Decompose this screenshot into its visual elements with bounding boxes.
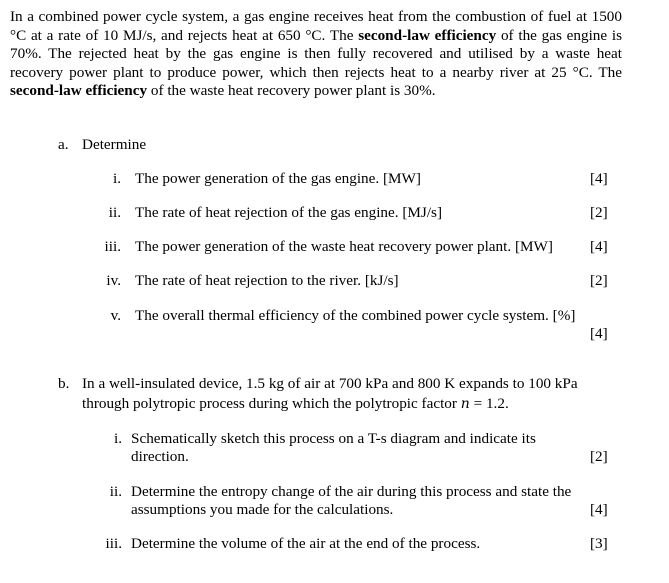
part-a-item-iii [0,238,669,258]
item-text: The power generation of the waste heat recovery power plant. [MW] [135,238,553,255]
part-a-item-ii [0,204,669,224]
item-text-line-1: Determine the entropy change of the air during this process and state the [131,483,572,500]
item-text: The rate of heat rejection of the gas engine. [MJ/s] [135,204,443,221]
part-b-line-2 [82,395,509,413]
intro-bold-1: second-law efficiency [358,26,497,44]
part-b-letter: b. [58,375,70,392]
item-marks: [4] [590,501,608,518]
item-text: The power generation of the gas engine. [MW] [135,170,421,187]
part-b-item-ii [0,483,669,523]
part-b-line-2-post: = 1.2. [469,395,509,412]
part-b-line-1: In a well-insulated device, 1.5 kg of air at 700 kPa and 800 K expands to 100 kPa [82,375,578,392]
item-number: ii. [108,204,121,221]
item-text-line-1: Determine the volume of the air at the end of the process. [131,535,481,552]
item-text-line-1: Schematically sketch this process on a T-s diagram and indicate its [131,430,536,447]
part-b-heading [58,375,658,415]
part-b-item-i [0,430,669,470]
item-number: iii. [104,238,121,255]
part-a-letter: a. [58,136,69,153]
intro-bold-2: second-law efficiency [10,82,148,100]
item-marks: [2] [590,204,608,221]
part-a-item-iv [0,272,669,292]
item-number: i. [112,170,121,187]
part-b-line-2-pre: through polytropic process during which the polytropic factor [82,395,461,412]
item-number: iv. [106,272,121,289]
item-marks: [4] [590,238,608,255]
intro-text-3: of the waste heat recovery power plant is 30%. [147,82,436,100]
part-a-label: Determine [82,136,147,153]
item-text-line-2: direction. [131,448,189,465]
intro-text-1: In a combined power cycle system, a gas engine receives heat from the combustion of fuel at 1500 °C at a rate of 10 MJ/s, and rejects heat at 650 °C. The [10,8,622,44]
item-marks: [4] [590,170,608,187]
item-number: i. [113,430,122,447]
part-a-item-v [0,307,669,347]
item-marks: [2] [590,272,608,289]
item-number: iii. [105,535,122,552]
part-a-heading [58,136,358,156]
item-text: The overall thermal efficiency of the combined power cycle system. [%] [135,307,576,324]
item-number: v. [110,307,121,324]
part-b-item-iii [0,535,669,555]
item-number: ii. [109,483,122,500]
problem-statement [10,8,622,101]
item-marks: [4] [590,325,608,342]
item-marks: [3] [590,535,608,552]
item-marks: [2] [590,448,608,465]
intro-text-2: of the gas engine is 70%. The rejected heat by the gas engine is then fully recovered and utilised by a waste heat recovery power plant to produce power, which then rejects heat to a nearby river at 25 °C. The [10,26,622,81]
item-text: The rate of heat rejection to the river. [kJ/s] [135,272,399,289]
polytropic-variable: n [460,396,470,412]
item-text-line-2: assumptions you made for the calculations. [131,501,394,518]
part-a-item-i [0,170,669,190]
